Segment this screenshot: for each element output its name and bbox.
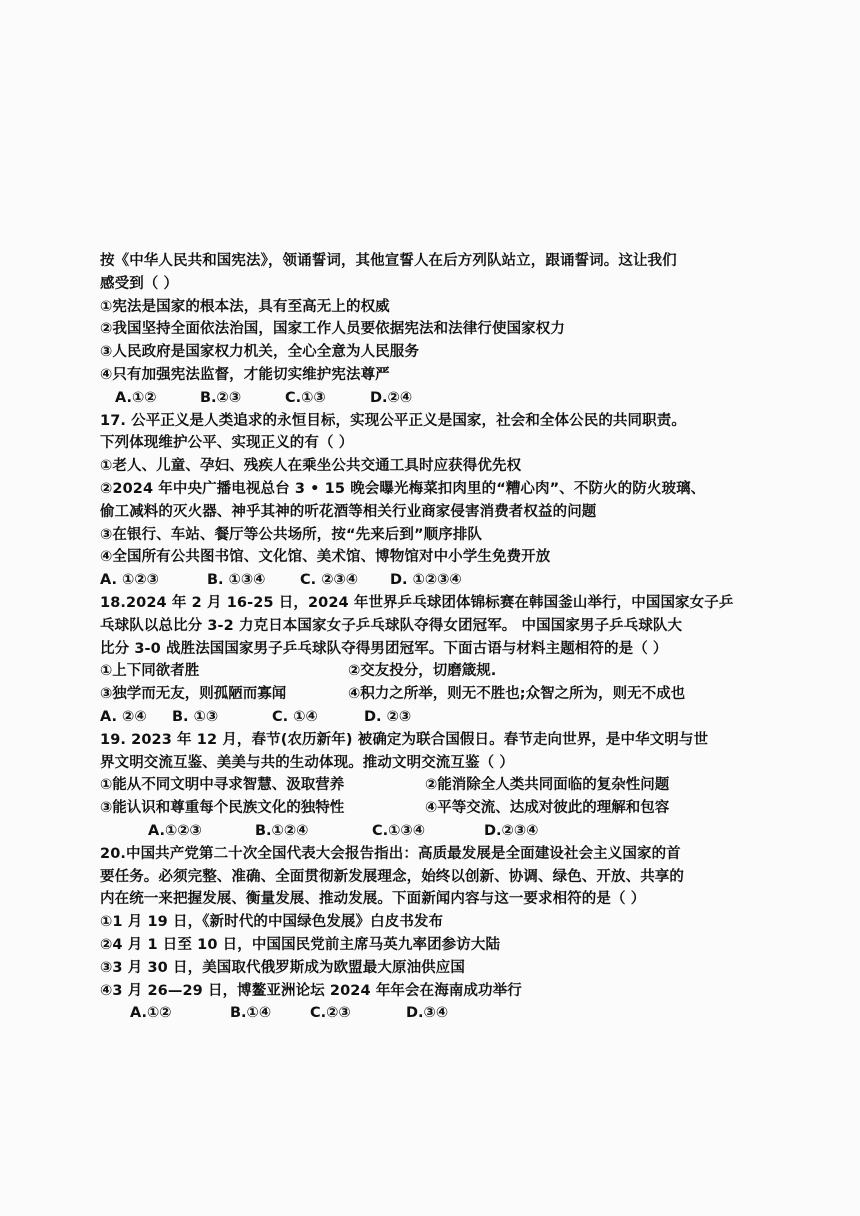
q17-item-3: ③在银行、车站、餐厅等公共场所，按“先来后到”顺序排队 [100,526,483,543]
q18-item-4: ④积力之所举，则无不胜也;众智之所为，则无不成也 [348,686,686,703]
q19-item-1: ①能从不同文明中寻求智慧、汲取营养 [100,777,345,794]
q20-item-1: ①1 月 19 日，《新时代的中国绿色发展》白皮书发布 [100,914,444,931]
q19-option-d: D.②③④ [484,822,539,839]
q20-options [100,1002,770,1025]
q16-option-d: D.②④ [370,389,413,406]
q16-item-3: ③人民政府是国家权力机关，全心全意为人民服务 [100,344,419,361]
q20-stem-line3: 内在统一来把握发展、衡量发展、推动发展。下面新闻内容与这一要求相符的是（ ） [100,891,646,908]
q19-item-3: ③能认识和尊重每个民族文化的独特性 [100,800,345,817]
questions-block [100,250,770,1025]
q18-items-row2 [100,683,770,706]
q19-stem-line1: 19. 2023 年 12 月，春节(农历新年) 被确定为联合国假日。春节走向世界，是中华文明与世 [100,731,709,748]
q20-option-d: D.③④ [406,1005,449,1022]
q19-option-a: A.①②③ [148,822,202,839]
q20-option-a: A.①② [130,1005,172,1022]
q19-options [100,820,770,843]
q20-option-c: C.②③ [310,1005,351,1022]
q16-option-c: C.①③ [285,389,326,406]
q16-option-a: A.①② [115,389,157,406]
q20-item-4: ④3 月 26—29 日，博鳌亚洲论坛 2024 年年会在海南成功举行 [100,982,522,999]
q18-items-row1 [100,660,770,683]
q18-option-d: D. ②③ [364,708,412,725]
q16-item-2: ②我国坚持全面依法治国，国家工作人员要依据宪法和法律行使国家权力 [100,321,565,338]
q20-stem-line1: 20.中国共产党第二十次全国代表大会报告指出：高质最发展是全面建设社会主义国家的首 [100,845,681,862]
q20-stem-line2: 要任务。必须完整、准确、全面贯彻新发展理念，始终以创新、协调、绿色、开放、共享的 [100,868,684,885]
q17-item-2: ②2024 年中央广播电视总台 3 • 15 晚会曝光梅菜扣肉里的“糟心肉”、不防火的防火玻璃、 [100,480,706,497]
q17-option-b: B. ①③④ [207,572,266,589]
q19-option-c: C.①③④ [372,822,425,839]
q16-option-b: B.②③ [200,389,242,406]
q18-item-1: ①上下同欲者胜 [100,663,200,680]
q19-items-row2 [100,797,770,820]
q19-items-row1 [100,774,770,797]
q20-item-2: ②4 月 1 日至 10 日，中国国民党前主席马英九率团参访大陆 [100,936,501,953]
q20-option-b: B.①④ [230,1005,272,1022]
q16-stem-line1: 按《中华人民共和国宪法》，领诵誓词，其他宣誓人在后方列队站立，跟诵誓词。这让我们 [100,253,677,269]
q19-item-4: ④平等交流、达成对彼此的理解和包容 [425,800,670,817]
q18-stem-line1: 18.2024 年 2 月 16-25 日，2024 年世界乒乓球团体锦标赛在韩国釜山举行，中国国家女子乒 [100,594,734,611]
q18-option-a: A. ②④ [100,708,147,725]
q17-stem-line2: 下列体现维护公平、实现正义的有（ ） [100,435,354,452]
q16-item-4: ④只有加强宪法监督，才能切实维护宪法尊严 [100,366,390,383]
q17-option-d: D. ①②③④ [390,572,462,589]
q19-option-b: B.①②④ [255,822,309,839]
q20-item-3: ③3 月 30 日，美国取代俄罗斯成为欧盟最大原油供应国 [100,959,465,976]
q18-option-c: C. ①④ [272,708,318,725]
q17-stem-line1: 17. 公平正义是人类追求的永恒目标，实现公平正义是国家，社会和全体公民的共同职责。 [100,412,686,429]
q18-stem-line2: 乓球队以总比分 3-2 力克日本国家女子乒乓球队夺得女团冠军。 中国国家男子乒乓球队大 [100,617,683,634]
q19-item-2: ②能消除全人类共同面临的复杂性问题 [425,777,670,794]
q19-stem-line2: 界文明交流互鉴、美美与共的生动体现。推动文明交流互鉴（ ） [100,754,514,771]
q17-item-2-cont: 偷工减料的灭火器、神乎其神的听花酒等相关行业商家侵害消费者权益的问题 [100,503,597,520]
q18-item-2: ②交友投分，切磨箴规. [348,663,497,680]
q17-option-c: C. ②③④ [300,572,359,589]
q18-stem-line3: 比分 3-0 战胜法国国家男子乒乓球队夺得男团冠军。下面古语与材料主题相符的是（ ） [100,640,668,657]
q17-options [100,569,770,592]
q16-stem-line2: 感受到（ ） [100,275,179,292]
q18-item-3: ③独学而无友，则孤陋而寡闻 [100,686,287,703]
q17-option-a: A. ①②③ [100,572,159,589]
q16-item-1: ①宪法是国家的根本法，具有至高无上的权威 [100,298,390,315]
q18-options [100,706,770,729]
q17-item-1: ①老人、儿童、孕妇、残疾人在乘坐公共交通工具时应获得优先权 [100,458,522,475]
q16-options [100,387,770,410]
q18-option-b: B. ①③ [172,708,219,725]
q17-item-4: ④全国所有公共图书馆、文化馆、美术馆、博物馆对中小学生免费开放 [100,549,551,566]
